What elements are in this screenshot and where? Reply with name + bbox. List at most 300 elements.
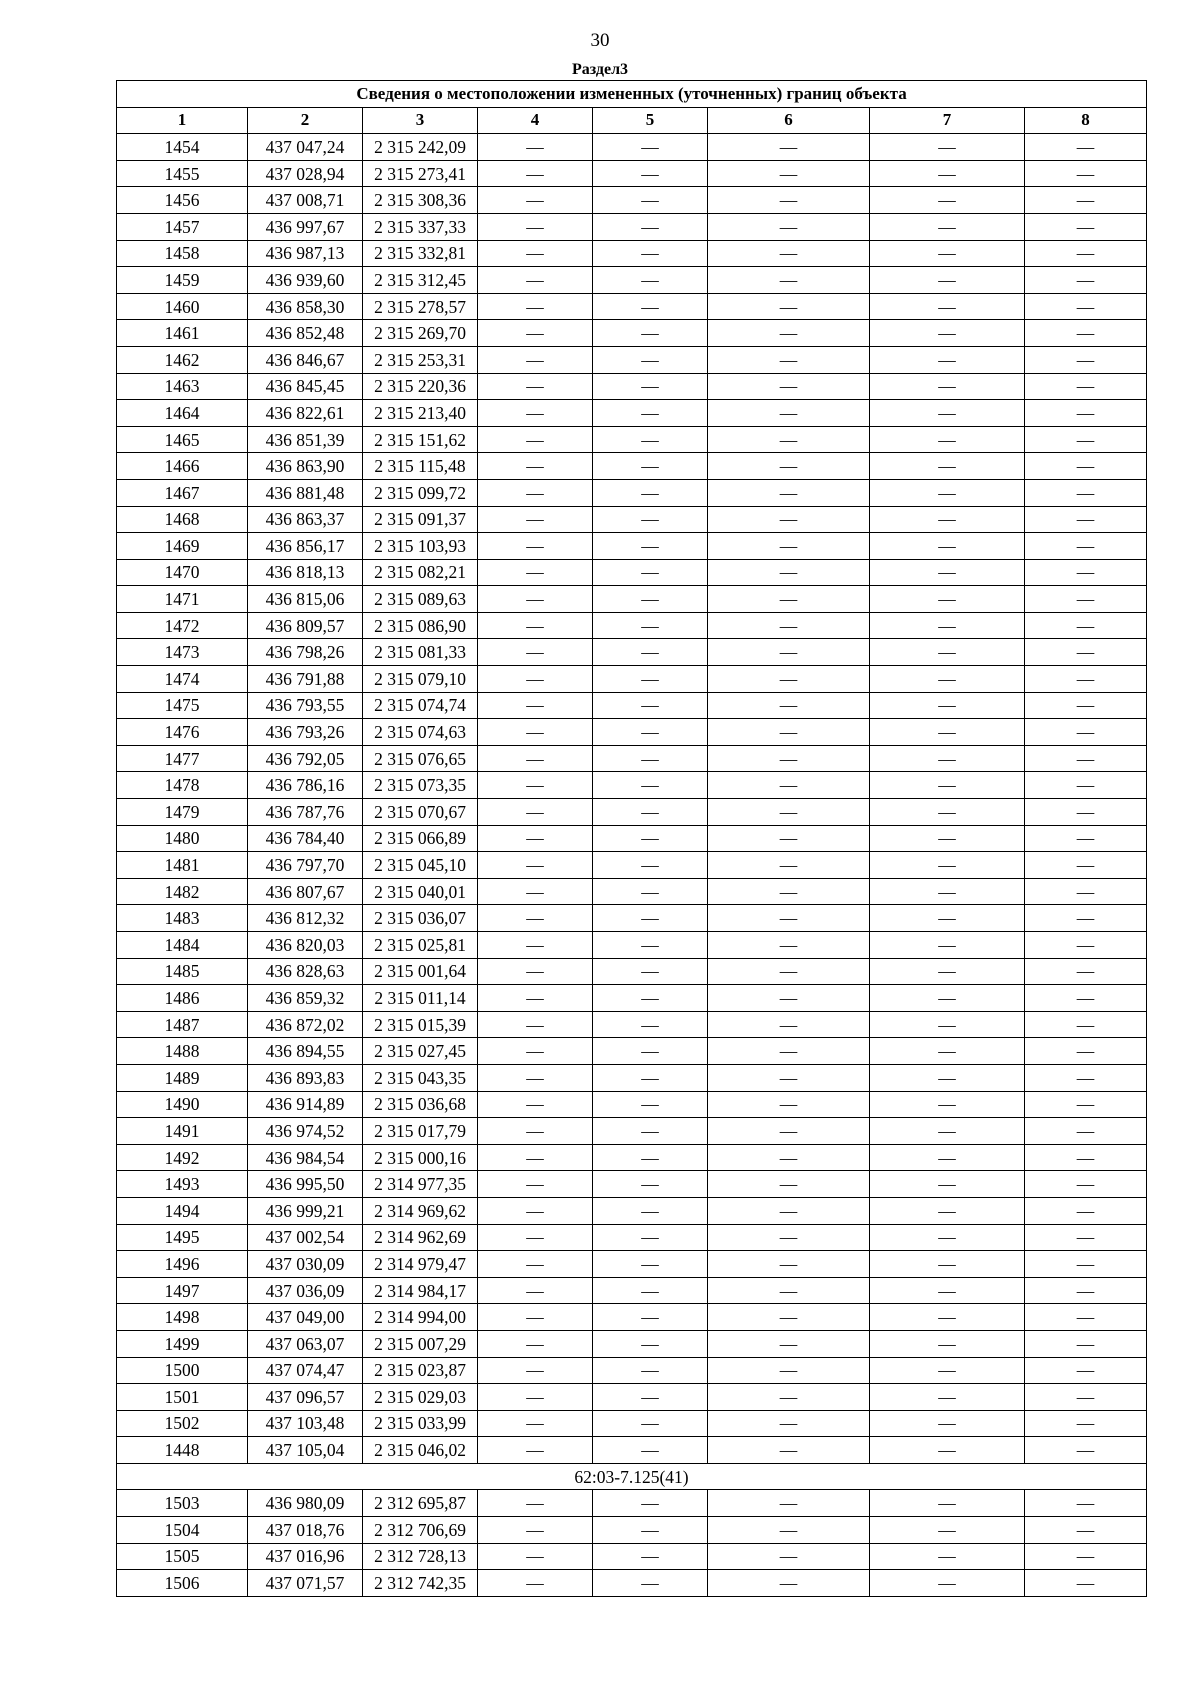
y-coordinate-cell: 2 315 103,93 [363,533,478,560]
y-coordinate-cell: 2 312 706,69 [363,1517,478,1544]
empty-value-cell-col7: — [870,160,1025,187]
point-number-cell: 1460 [117,293,248,320]
empty-value-cell-col7: — [870,1410,1025,1437]
point-number-cell: 1459 [117,267,248,294]
empty-value-cell-col5: — [593,1304,708,1331]
empty-value-cell-col8: — [1025,1224,1147,1251]
y-coordinate-cell: 2 314 979,47 [363,1251,478,1278]
point-number-cell: 1489 [117,1064,248,1091]
y-coordinate-cell: 2 315 029,03 [363,1384,478,1411]
point-number-cell: 1473 [117,639,248,666]
y-coordinate-cell: 2 315 074,74 [363,692,478,719]
table-row [117,772,1147,799]
point-number-cell: 1482 [117,878,248,905]
table-row [117,1304,1147,1331]
empty-value-cell-col4: — [478,1517,593,1544]
x-coordinate-cell: 437 008,71 [248,187,363,214]
x-coordinate-cell: 436 980,09 [248,1490,363,1517]
empty-value-cell-col8: — [1025,958,1147,985]
x-coordinate-cell: 436 881,48 [248,479,363,506]
x-coordinate-cell: 436 984,54 [248,1144,363,1171]
y-coordinate-cell: 2 314 994,00 [363,1304,478,1331]
empty-value-cell-col8: — [1025,187,1147,214]
empty-value-cell-col6: — [708,1038,870,1065]
empty-value-cell-col4: — [478,719,593,746]
table-row [117,586,1147,613]
empty-value-cell-col7: — [870,293,1025,320]
empty-value-cell-col6: — [708,533,870,560]
table-row [117,479,1147,506]
table-title: Сведения о местоположении измененных (уточненных) границ объекта [117,81,1147,108]
empty-value-cell-col5: — [593,586,708,613]
empty-value-cell-col5: — [593,1517,708,1544]
column-header-5: 5 [593,107,708,134]
empty-value-cell-col6: — [708,506,870,533]
x-coordinate-cell: 436 792,05 [248,745,363,772]
y-coordinate-cell: 2 315 273,41 [363,160,478,187]
empty-value-cell-col6: — [708,346,870,373]
empty-value-cell-col6: — [708,400,870,427]
empty-value-cell-col4: — [478,639,593,666]
empty-value-cell-col8: — [1025,1144,1147,1171]
y-coordinate-cell: 2 315 070,67 [363,799,478,826]
table-row [117,373,1147,400]
table-row [117,878,1147,905]
y-coordinate-cell: 2 315 099,72 [363,479,478,506]
empty-value-cell-col6: — [708,719,870,746]
empty-value-cell-col7: — [870,985,1025,1012]
empty-value-cell-col8: — [1025,400,1147,427]
empty-value-cell-col7: — [870,533,1025,560]
empty-value-cell-col6: — [708,293,870,320]
empty-value-cell-col8: — [1025,213,1147,240]
x-coordinate-cell: 437 103,48 [248,1410,363,1437]
empty-value-cell-col6: — [708,905,870,932]
point-number-cell: 1467 [117,479,248,506]
column-header-row [117,107,1147,134]
point-number-cell: 1492 [117,1144,248,1171]
x-coordinate-cell: 436 894,55 [248,1038,363,1065]
y-coordinate-cell: 2 315 027,45 [363,1038,478,1065]
empty-value-cell-col5: — [593,932,708,959]
x-coordinate-cell: 436 859,32 [248,985,363,1012]
empty-value-cell-col4: — [478,1197,593,1224]
empty-value-cell-col6: — [708,320,870,347]
y-coordinate-cell: 2 315 220,36 [363,373,478,400]
empty-value-cell-col8: — [1025,559,1147,586]
x-coordinate-cell: 436 820,03 [248,932,363,959]
point-number-cell: 1458 [117,240,248,267]
x-coordinate-cell: 436 846,67 [248,346,363,373]
empty-value-cell-col5: — [593,400,708,427]
empty-value-cell-col6: — [708,1517,870,1544]
empty-value-cell-col5: — [593,160,708,187]
empty-value-cell-col7: — [870,1277,1025,1304]
y-coordinate-cell: 2 315 074,63 [363,719,478,746]
y-coordinate-cell: 2 315 066,89 [363,825,478,852]
empty-value-cell-col4: — [478,612,593,639]
table-row [117,719,1147,746]
empty-value-cell-col7: — [870,1251,1025,1278]
empty-value-cell-col4: — [478,293,593,320]
empty-value-cell-col5: — [593,1330,708,1357]
empty-value-cell-col7: — [870,1384,1025,1411]
x-coordinate-cell: 437 105,04 [248,1437,363,1464]
empty-value-cell-col5: — [593,293,708,320]
empty-value-cell-col7: — [870,1490,1025,1517]
y-coordinate-cell: 2 312 742,35 [363,1570,478,1597]
point-number-cell: 1502 [117,1410,248,1437]
point-number-cell: 1500 [117,1357,248,1384]
x-coordinate-cell: 436 818,13 [248,559,363,586]
y-coordinate-cell: 2 315 073,35 [363,772,478,799]
empty-value-cell-col5: — [593,905,708,932]
point-number-cell: 1461 [117,320,248,347]
empty-value-cell-col8: — [1025,905,1147,932]
point-number-cell: 1490 [117,1091,248,1118]
empty-value-cell-col8: — [1025,1011,1147,1038]
empty-value-cell-col6: — [708,799,870,826]
table-row [117,666,1147,693]
table-body [117,134,1147,1597]
empty-value-cell-col7: — [870,612,1025,639]
empty-value-cell-col7: — [870,1570,1025,1597]
empty-value-cell-col8: — [1025,1171,1147,1198]
empty-value-cell-col8: — [1025,1330,1147,1357]
empty-value-cell-col5: — [593,134,708,161]
empty-value-cell-col6: — [708,692,870,719]
empty-value-cell-col7: — [870,1091,1025,1118]
table-row [117,852,1147,879]
empty-value-cell-col7: — [870,1144,1025,1171]
empty-value-cell-col6: — [708,1357,870,1384]
group-row [117,1463,1147,1490]
empty-value-cell-col6: — [708,1251,870,1278]
empty-value-cell-col6: — [708,559,870,586]
point-number-cell: 1468 [117,506,248,533]
y-coordinate-cell: 2 314 977,35 [363,1171,478,1198]
point-number-cell: 1494 [117,1197,248,1224]
empty-value-cell-col4: — [478,453,593,480]
x-coordinate-cell: 436 815,06 [248,586,363,613]
x-coordinate-cell: 436 845,45 [248,373,363,400]
x-coordinate-cell: 436 812,32 [248,905,363,932]
x-coordinate-cell: 436 987,13 [248,240,363,267]
empty-value-cell-col5: — [593,745,708,772]
empty-value-cell-col7: — [870,240,1025,267]
empty-value-cell-col8: — [1025,1038,1147,1065]
empty-value-cell-col5: — [593,799,708,826]
empty-value-cell-col5: — [593,187,708,214]
point-number-cell: 1491 [117,1118,248,1145]
x-coordinate-cell: 437 016,96 [248,1543,363,1570]
empty-value-cell-col4: — [478,213,593,240]
table-row [117,1224,1147,1251]
empty-value-cell-col6: — [708,426,870,453]
point-number-cell: 1462 [117,346,248,373]
table-row [117,1118,1147,1145]
x-coordinate-cell: 436 828,63 [248,958,363,985]
empty-value-cell-col6: — [708,1118,870,1145]
point-number-cell: 1478 [117,772,248,799]
point-number-cell: 1503 [117,1490,248,1517]
empty-value-cell-col6: — [708,1144,870,1171]
point-number-cell: 1471 [117,586,248,613]
empty-value-cell-col7: — [870,1543,1025,1570]
empty-value-cell-col6: — [708,612,870,639]
empty-value-cell-col4: — [478,1011,593,1038]
empty-value-cell-col7: — [870,479,1025,506]
empty-value-cell-col7: — [870,905,1025,932]
empty-value-cell-col7: — [870,932,1025,959]
y-coordinate-cell: 2 315 011,14 [363,985,478,1012]
empty-value-cell-col6: — [708,985,870,1012]
empty-value-cell-col5: — [593,479,708,506]
point-number-cell: 1485 [117,958,248,985]
y-coordinate-cell: 2 315 081,33 [363,639,478,666]
x-coordinate-cell: 436 793,55 [248,692,363,719]
x-coordinate-cell: 437 049,00 [248,1304,363,1331]
empty-value-cell-col8: — [1025,1251,1147,1278]
table-row [117,559,1147,586]
empty-value-cell-col5: — [593,1011,708,1038]
table-row [117,533,1147,560]
empty-value-cell-col5: — [593,1224,708,1251]
empty-value-cell-col5: — [593,666,708,693]
empty-value-cell-col5: — [593,559,708,586]
empty-value-cell-col4: — [478,745,593,772]
empty-value-cell-col6: — [708,1171,870,1198]
empty-value-cell-col7: — [870,852,1025,879]
empty-value-cell-col5: — [593,1118,708,1145]
empty-value-cell-col7: — [870,506,1025,533]
empty-value-cell-col5: — [593,985,708,1012]
table-row [117,825,1147,852]
y-coordinate-cell: 2 315 091,37 [363,506,478,533]
empty-value-cell-col5: — [593,612,708,639]
point-number-cell: 1501 [117,1384,248,1411]
point-number-cell: 1493 [117,1171,248,1198]
x-coordinate-cell: 436 797,70 [248,852,363,879]
empty-value-cell-col4: — [478,240,593,267]
x-coordinate-cell: 436 793,26 [248,719,363,746]
empty-value-cell-col5: — [593,1437,708,1464]
empty-value-cell-col8: — [1025,745,1147,772]
table-row [117,346,1147,373]
table-row [117,1064,1147,1091]
empty-value-cell-col7: — [870,213,1025,240]
point-number-cell: 1469 [117,533,248,560]
empty-value-cell-col4: — [478,1171,593,1198]
empty-value-cell-col8: — [1025,878,1147,905]
x-coordinate-cell: 436 809,57 [248,612,363,639]
point-number-cell: 1495 [117,1224,248,1251]
y-coordinate-cell: 2 314 984,17 [363,1277,478,1304]
x-coordinate-cell: 436 997,67 [248,213,363,240]
table-row [117,1197,1147,1224]
x-coordinate-cell: 437 063,07 [248,1330,363,1357]
empty-value-cell-col8: — [1025,426,1147,453]
empty-value-cell-col4: — [478,1091,593,1118]
y-coordinate-cell: 2 312 728,13 [363,1543,478,1570]
y-coordinate-cell: 2 315 332,81 [363,240,478,267]
empty-value-cell-col8: — [1025,1304,1147,1331]
empty-value-cell-col5: — [593,1384,708,1411]
empty-value-cell-col8: — [1025,533,1147,560]
empty-value-cell-col6: — [708,1304,870,1331]
empty-value-cell-col7: — [870,1330,1025,1357]
y-coordinate-cell: 2 315 278,57 [363,293,478,320]
point-number-cell: 1470 [117,559,248,586]
table-row [117,985,1147,1012]
empty-value-cell-col8: — [1025,985,1147,1012]
y-coordinate-cell: 2 315 269,70 [363,320,478,347]
table-row [117,506,1147,533]
x-coordinate-cell: 436 999,21 [248,1197,363,1224]
y-coordinate-cell: 2 315 036,68 [363,1091,478,1118]
empty-value-cell-col7: — [870,1224,1025,1251]
empty-value-cell-col6: — [708,1224,870,1251]
x-coordinate-cell: 437 036,09 [248,1277,363,1304]
empty-value-cell-col5: — [593,1251,708,1278]
x-coordinate-cell: 437 074,47 [248,1357,363,1384]
table-row [117,612,1147,639]
x-coordinate-cell: 436 974,52 [248,1118,363,1145]
empty-value-cell-col8: — [1025,506,1147,533]
empty-value-cell-col7: — [870,586,1025,613]
empty-value-cell-col6: — [708,479,870,506]
y-coordinate-cell: 2 315 308,36 [363,187,478,214]
empty-value-cell-col4: — [478,134,593,161]
empty-value-cell-col4: — [478,825,593,852]
empty-value-cell-col8: — [1025,666,1147,693]
point-number-cell: 1504 [117,1517,248,1544]
point-number-cell: 1505 [117,1543,248,1570]
empty-value-cell-col8: — [1025,320,1147,347]
table-row [117,905,1147,932]
point-number-cell: 1465 [117,426,248,453]
empty-value-cell-col5: — [593,878,708,905]
empty-value-cell-col5: — [593,772,708,799]
point-number-cell: 1483 [117,905,248,932]
empty-value-cell-col6: — [708,1197,870,1224]
empty-value-cell-col4: — [478,932,593,959]
x-coordinate-cell: 436 852,48 [248,320,363,347]
y-coordinate-cell: 2 315 082,21 [363,559,478,586]
y-coordinate-cell: 2 315 001,64 [363,958,478,985]
empty-value-cell-col7: — [870,426,1025,453]
empty-value-cell-col6: — [708,958,870,985]
table-row [117,1251,1147,1278]
y-coordinate-cell: 2 315 007,29 [363,1330,478,1357]
table-row [117,267,1147,294]
table-row [117,1410,1147,1437]
x-coordinate-cell: 436 858,30 [248,293,363,320]
point-number-cell: 1463 [117,373,248,400]
empty-value-cell-col8: — [1025,267,1147,294]
y-coordinate-cell: 2 315 337,33 [363,213,478,240]
y-coordinate-cell: 2 315 043,35 [363,1064,478,1091]
empty-value-cell-col5: — [593,426,708,453]
empty-value-cell-col6: — [708,1384,870,1411]
x-coordinate-cell: 436 786,16 [248,772,363,799]
y-coordinate-cell: 2 315 089,63 [363,586,478,613]
empty-value-cell-col8: — [1025,719,1147,746]
empty-value-cell-col4: — [478,1384,593,1411]
empty-value-cell-col4: — [478,1543,593,1570]
column-header-7: 7 [870,107,1025,134]
point-number-cell: 1484 [117,932,248,959]
x-coordinate-cell: 436 798,26 [248,639,363,666]
empty-value-cell-col5: — [593,1570,708,1597]
empty-value-cell-col5: — [593,1490,708,1517]
empty-value-cell-col8: — [1025,1091,1147,1118]
table-row [117,745,1147,772]
y-coordinate-cell: 2 315 115,48 [363,453,478,480]
point-number-cell: 1472 [117,612,248,639]
table-row [117,932,1147,959]
empty-value-cell-col8: — [1025,692,1147,719]
empty-value-cell-col8: — [1025,772,1147,799]
x-coordinate-cell: 436 939,60 [248,267,363,294]
empty-value-cell-col5: — [593,958,708,985]
empty-value-cell-col7: — [870,1118,1025,1145]
empty-value-cell-col6: — [708,213,870,240]
empty-value-cell-col8: — [1025,453,1147,480]
x-coordinate-cell: 436 893,83 [248,1064,363,1091]
y-coordinate-cell: 2 315 015,39 [363,1011,478,1038]
empty-value-cell-col4: — [478,1251,593,1278]
empty-value-cell-col7: — [870,1304,1025,1331]
y-coordinate-cell: 2 315 017,79 [363,1118,478,1145]
empty-value-cell-col6: — [708,1543,870,1570]
empty-value-cell-col5: — [593,320,708,347]
empty-value-cell-col6: — [708,825,870,852]
x-coordinate-cell: 437 030,09 [248,1251,363,1278]
x-coordinate-cell: 436 856,17 [248,533,363,560]
empty-value-cell-col4: — [478,1144,593,1171]
empty-value-cell-col7: — [870,825,1025,852]
empty-value-cell-col7: — [870,719,1025,746]
empty-value-cell-col6: — [708,666,870,693]
empty-value-cell-col6: — [708,1091,870,1118]
empty-value-cell-col5: — [593,1091,708,1118]
empty-value-cell-col8: — [1025,1197,1147,1224]
point-number-cell: 1479 [117,799,248,826]
column-header-3: 3 [363,107,478,134]
x-coordinate-cell: 437 096,57 [248,1384,363,1411]
empty-value-cell-col7: — [870,1011,1025,1038]
point-number-cell: 1464 [117,400,248,427]
empty-value-cell-col7: — [870,1064,1025,1091]
table-row [117,692,1147,719]
table-row [117,426,1147,453]
point-number-cell: 1475 [117,692,248,719]
empty-value-cell-col6: — [708,852,870,879]
empty-value-cell-col8: — [1025,1410,1147,1437]
empty-value-cell-col4: — [478,985,593,1012]
empty-value-cell-col5: — [593,1144,708,1171]
x-coordinate-cell: 436 863,90 [248,453,363,480]
table-row [117,400,1147,427]
point-number-cell: 1456 [117,187,248,214]
empty-value-cell-col8: — [1025,586,1147,613]
empty-value-cell-col8: — [1025,1517,1147,1544]
table-row [117,160,1147,187]
empty-value-cell-col8: — [1025,1277,1147,1304]
y-coordinate-cell: 2 315 046,02 [363,1437,478,1464]
empty-value-cell-col8: — [1025,1543,1147,1570]
